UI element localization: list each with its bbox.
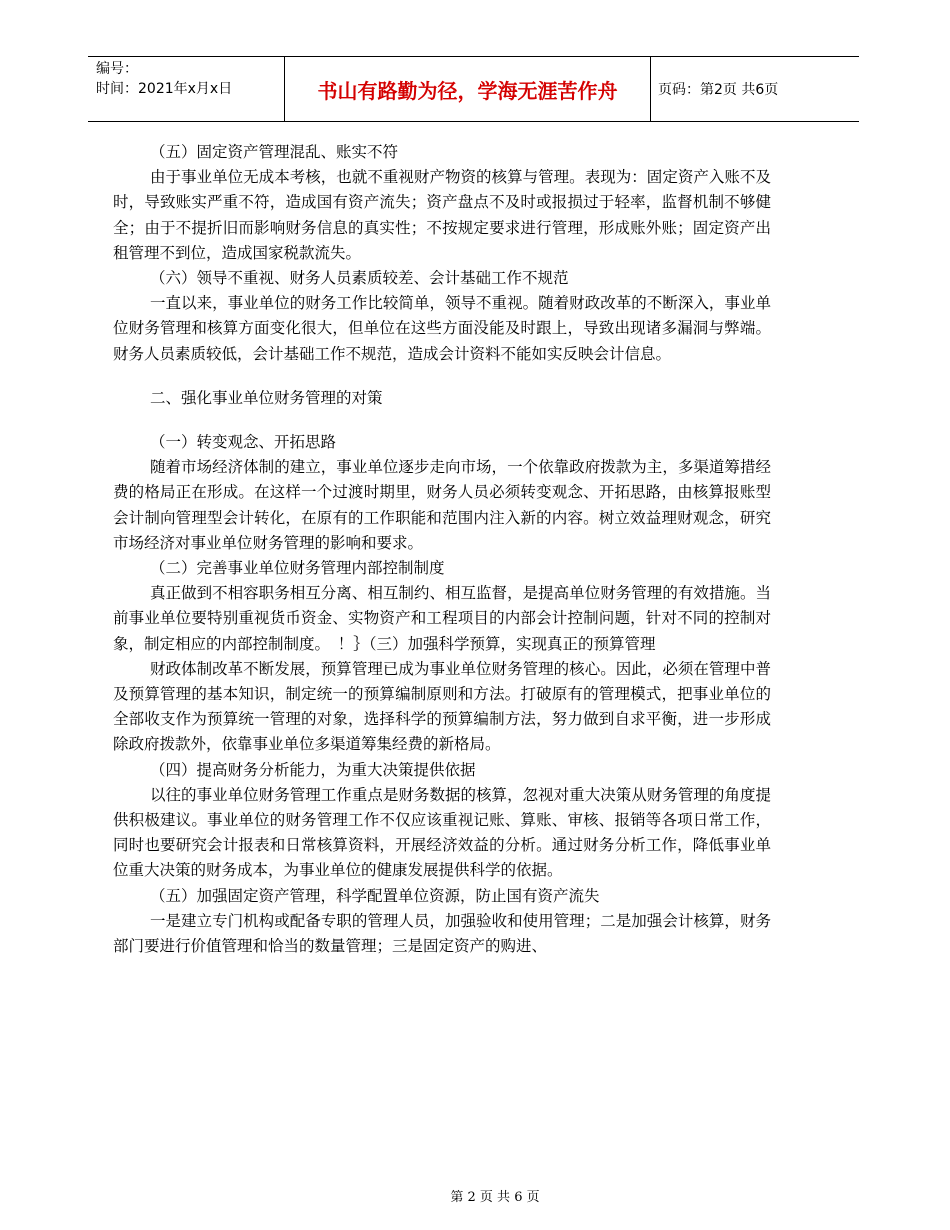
spacer [113, 411, 771, 430]
spacer [113, 367, 771, 386]
header-divider-right [650, 57, 651, 121]
page-header [88, 56, 859, 122]
section-heading: （五）固定资产管理混乱、账实不符 [150, 143, 399, 161]
paragraph: 以往的事业单位财务管理工作重点是财务数据的核算，忽视对重大决策从财务管理的角度提供积极建议。事业单位的财务管理工作不仅应该重视记账、算账、审核、报销等各项日常工作，同时也要研究会计报表和日常核算资料，开展经济效益的分析。通过财务分析工作，降低事业单位重大决策的财务成本，为事业单位的健康发展提供科学的依据。 [113, 785, 771, 880]
chapter-heading: 二、强化事业单位财务管理的对策 [150, 388, 383, 407]
section-heading: （二）完善事业单位财务管理内部控制制度 [150, 559, 445, 578]
paragraph: 随着市场经济体制的建立，事业单位逐步走向市场，一个依靠政府拨款为主，多渠道筹措经费的格局正在形成。在这样一个过渡时期里，财务人员必须转变观念、开拓思路，由核算报账型会计制向管理型会计转化，在原有的工作职能和范围内注入新的内容。树立效益理财观念，研究市场经济对事业单位财务管理的影响和要求。 [113, 458, 771, 552]
serial-label: 编号： [96, 61, 138, 77]
section-heading: （四）提高财务分析能力，为重大决策提供依据 [150, 760, 476, 779]
header-page-label: 页码：第2页 共6页 [658, 82, 779, 98]
footer-page-number: 第 2 页 共 6 页 [450, 1190, 540, 1205]
section-heading: （六）领导不重视、财务人员素质较差、会计基础工作不规范 [150, 269, 569, 288]
paragraph: 一是建立专门机构或配备专职的管理人员，加强验收和使用管理；二是加强会计核算，财务部门要进行价值管理和恰当的数量管理；三是固定资产的购进、 [113, 911, 771, 956]
section-heading: （一）转变观念、开拓思路 [150, 433, 337, 452]
paragraph: 由于事业单位无成本考核，也就不重视财产物资的核算与管理。表现为：固定资产入账不及时，导致账实严重不符，造成国有资产流失；资产盘点不及时或报损过于轻率，监督机制不够健全；由于不提折旧而影响财务信息的真实性；不按规定要求进行管理，形成账外账；固定资产出租管理不到位，造成国家税款流失。 [113, 168, 771, 262]
page-footer [0, 1186, 950, 1205]
section-heading: （五）加强固定资产管理，科学配置单位资源，防止国有资产流失 [150, 886, 600, 905]
header-meta [96, 59, 286, 119]
document-body [113, 140, 771, 959]
header-motto: 书山有路勤为径，学海无涯苦作舟 [317, 78, 618, 103]
time-label: 时间：2021年x月x日 [96, 81, 233, 97]
paragraph: 一直以来，事业单位的财务工作比较简单，领导不重视。随着财政改革的不断深入，事业单位财务管理和核算方面变化很大，但单位在这些方面没能及时跟上，导致出现诸多漏洞与弊端。财务人员素质较低，会计基础工作不规范，造成会计资料不能如实反映会计信息。 [113, 294, 771, 363]
paragraph: 真正做到不相容职务相互分离、相互制约、相互监督，是提高单位财务管理的有效措施。当前事业单位要特别重视货币资金、实物资产和工程项目的内部会计控制问题，针对不同的控制对象，制定相应的内部控制制度。 ！｝（三）加强科学预算，实现真正的预算管理 [113, 584, 771, 653]
paragraph: 财政体制改革不断发展，预算管理已成为事业单位财务管理的核心。因此，必须在管理中普及预算管理的基本知识，制定统一的预算编制原则和方法。打破原有的管理模式，把事业单位的全部收支作为预算统一管理的对象，选择科学的预算编制方法，努力做到自求平衡，进一步形成除政府拨款外，依靠事业单位多渠道筹集经费的新格局。 [113, 659, 771, 754]
